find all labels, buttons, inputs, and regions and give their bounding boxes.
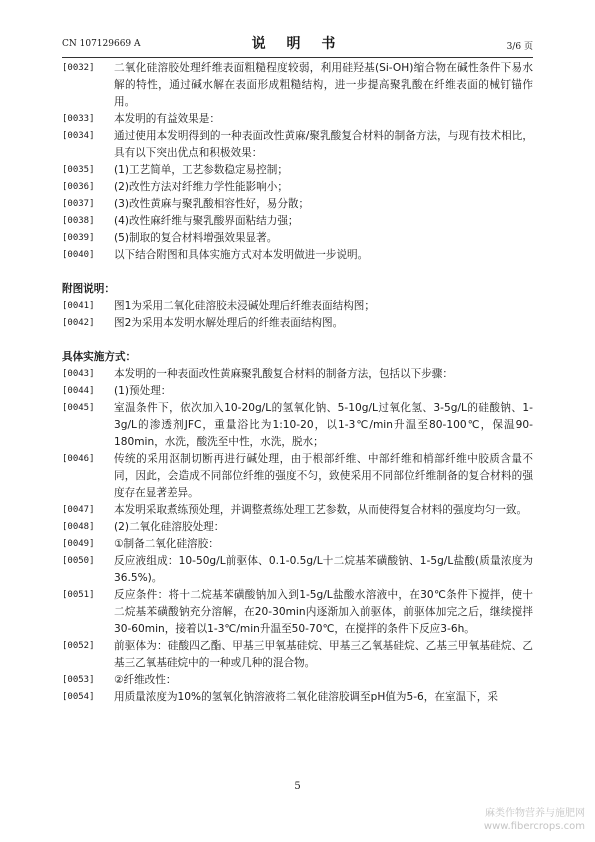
paragraph-text: (2)改性方法对纤维力学性能影响小； <box>114 181 288 193</box>
paragraph-text: ②纤维改性： <box>114 674 177 686</box>
paragraph <box>62 383 533 400</box>
paragraph-number: [0048] <box>62 522 95 532</box>
paragraph-text: 二氧化硅溶胶处理纤维表面粗糙程度较弱，利用硅羟基(Si-OH)缩合物在碱性条件下易水解的特性，通过碱水解在表面形成粗糙结构，进一步提高聚乳酸在纤维表面的械钉锚作用。 <box>114 62 533 108</box>
paragraph-number: [0037] <box>62 199 95 209</box>
paragraph <box>62 587 533 638</box>
paragraph-number: [0032] <box>62 63 95 73</box>
paragraph-text: 本发明的有益效果是： <box>114 113 220 125</box>
patent-number: CN 107129669 A <box>62 39 141 49</box>
paragraph-number: [0038] <box>62 216 95 226</box>
paragraph-number: [0035] <box>62 165 95 175</box>
page-header <box>62 33 533 55</box>
site-watermark <box>484 807 585 833</box>
paragraph-number: [0041] <box>62 301 95 311</box>
paragraph-number: [0034] <box>62 131 95 141</box>
page-indicator: 3/6 页 <box>506 42 533 52</box>
paragraph-number: [0049] <box>62 539 95 549</box>
paragraph <box>62 502 533 519</box>
paragraph-text: (1)工艺简单，工艺参数稳定易控制； <box>114 164 288 176</box>
paragraph <box>62 366 533 383</box>
paragraph-text: ①制备二氧化硅溶胶： <box>114 538 219 550</box>
paragraph-text: 反应条件：将十二烷基苯磺酸钠加入到1-5g/L盐酸水溶液中，在30℃条件下搅拌，使十二烷基苯磺酸钠充分溶解，在20-30min内逐渐加入前驱体，前驱体加完之后，继续搅拌30-60min，接着以1-3℃/min升温至50-70℃，在搅拌的条件下反应3-6h。 <box>114 589 533 635</box>
paragraph-number: [0052] <box>62 641 95 651</box>
paragraph-number: [0046] <box>62 454 95 464</box>
paragraph-text: 图2为采用本发明水解处理后的纤维表面结构图。 <box>114 317 344 329</box>
paragraph <box>62 230 533 247</box>
paragraph-text: 反应液组成：10-50g/L前驱体、0.1-0.5g/L十二烷基苯磺酸钠、1-5g/L盐酸(质量浓度为36.5%)。 <box>114 555 533 584</box>
paragraph-text: 室温条件下，依次加入10-20g/L的氢氧化钠、5-10g/L过氧化氢、3-5g/L的硅酸钠、1-3g/L的渗透剂JFC，重量浴比为1:10-20，以1-3℃/min升温至80-100℃，保温90-180min，水洗，酸洗至中性，水洗，脱水； <box>114 402 533 448</box>
paragraph-number: [0033] <box>62 114 95 124</box>
paragraph-text: 前驱体为：硅酸四乙酯、甲基三甲氧基硅烷、甲基三乙氧基硅烷、乙基三甲氧基硅烷、乙基三乙氧基硅烷中的一种或几种的混合物。 <box>114 640 533 669</box>
paragraph-number: [0045] <box>62 403 95 413</box>
paragraph-text: 以下结合附图和具体实施方式对本发明做进一步说明。 <box>114 249 369 261</box>
paragraph-text: (5)制取的复合材料增强效果显著。 <box>114 232 278 244</box>
paragraph-text: 本发明采取煮练预处理，并调整煮练处理工艺参数，从而使得复合材料的强度均匀一致。 <box>114 504 528 516</box>
paragraph-number: [0053] <box>62 675 95 685</box>
paragraph-text: (2)二氧化硅溶胶处理： <box>114 521 225 533</box>
paragraph <box>62 111 533 128</box>
paragraph <box>62 315 533 332</box>
paragraph <box>62 400 533 451</box>
paragraph <box>62 179 533 196</box>
paragraph-number: [0050] <box>62 556 95 566</box>
paragraph <box>62 213 533 230</box>
section-heading-embodiments: 具体实施方式： <box>62 351 137 363</box>
page-number: 5 <box>294 781 301 792</box>
paragraph <box>62 638 533 672</box>
paragraph-text: 图1为采用二氧化硅溶胶未浸碱处理后纤维表面结构图； <box>114 300 375 312</box>
paragraph <box>62 162 533 179</box>
paragraph-text: 传统的采用沤制切断再进行碱处理，由于根部纤维、中部纤维和梢部纤维中胶质含量不同，因此，会造成不同部位纤维的强度不匀，致使采用不同部位纤维制备的复合材料的强度存在显著差异。 <box>114 453 533 499</box>
paragraph <box>62 536 533 553</box>
paragraph-number: [0044] <box>62 386 95 396</box>
paragraph-number: [0036] <box>62 182 95 192</box>
paragraph <box>62 128 533 162</box>
paragraph <box>62 298 533 315</box>
paragraph-number: [0039] <box>62 233 95 243</box>
paragraph-number: [0054] <box>62 692 95 702</box>
paragraph-text: (4)改性麻纤维与聚乳酸界面粘结力强； <box>114 215 299 227</box>
document-title: 说 明 书 <box>251 36 344 52</box>
paragraph-number: [0043] <box>62 369 95 379</box>
paragraph-number: [0051] <box>62 590 95 600</box>
paragraph <box>62 60 533 111</box>
section-heading-figures: 附图说明： <box>62 283 115 295</box>
paragraph-text: (1)预处理： <box>114 385 172 397</box>
paragraph <box>62 196 533 213</box>
paragraph <box>62 519 533 536</box>
paragraph-number: [0042] <box>62 318 95 328</box>
paragraph-text: 本发明的一种表面改性黄麻聚乳酸复合材料的制备方法，包括以下步骤： <box>114 368 453 380</box>
header-divider <box>62 57 533 58</box>
paragraph-number: [0040] <box>62 250 95 260</box>
paragraph <box>62 672 533 689</box>
paragraph <box>62 689 533 706</box>
paragraph-text: (3)改性黄麻与聚乳酸相容性好，易分散； <box>114 198 310 210</box>
paragraph-text: 通过使用本发明得到的一种表面改性黄麻/聚乳酸复合材料的制备方法，与现有技术相比，具有以下突出优点和积极效果： <box>114 130 533 159</box>
watermark-site-name: 麻类作物营养与施肥网 <box>485 808 585 819</box>
paragraph-number: [0047] <box>62 505 95 515</box>
watermark-url: www.fibercrops.com <box>483 821 585 832</box>
paragraph <box>62 247 533 264</box>
document-body <box>62 60 533 706</box>
paragraph-text: 用质量浓度为10%的氢氧化钠溶液将二氧化硅溶胶调至pH值为5-6，在室温下，采 <box>114 691 498 703</box>
paragraph <box>62 553 533 587</box>
paragraph <box>62 451 533 502</box>
